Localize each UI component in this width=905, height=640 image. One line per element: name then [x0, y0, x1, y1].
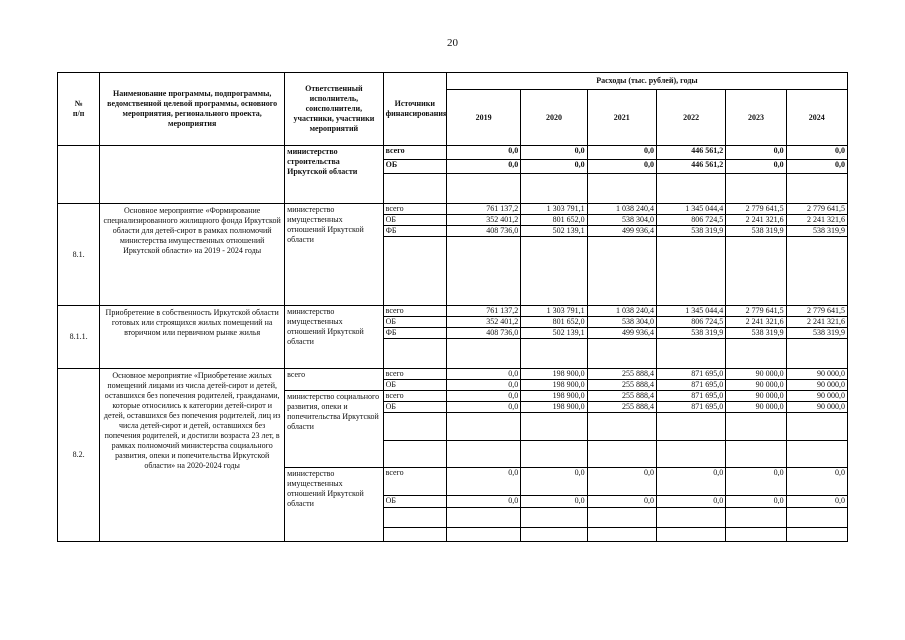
source-cell: всего [383, 468, 446, 496]
table-row [58, 204, 848, 215]
year-2024: 2024 [786, 90, 847, 146]
source-cell: ФБ [383, 328, 446, 339]
value-cell: 0,0 [446, 391, 520, 402]
value-cell: 806 724,5 [656, 317, 725, 328]
value-cell: 538 319,9 [726, 328, 786, 339]
value-cell: 0,0 [726, 146, 786, 160]
value-cell: 0,0 [726, 160, 786, 174]
value-cell: 446 561,2 [656, 160, 725, 174]
responsible-cell: министерство имущественных отношений Иркутской области [285, 204, 383, 306]
header-expenses: Расходы (тыс. рублей), годы [446, 73, 847, 90]
year-2020: 2020 [521, 90, 587, 146]
value-cell: 0,0 [446, 380, 520, 391]
value-cell: 255 888,4 [587, 369, 656, 380]
value-cell: 198 900,0 [521, 380, 587, 391]
table-row [58, 146, 848, 160]
value-cell: 871 695,0 [656, 369, 725, 380]
value-cell: 0,0 [521, 146, 587, 160]
value-cell: 806 724,5 [656, 215, 725, 226]
value-cell: 0,0 [656, 468, 725, 496]
value-cell: 255 888,4 [587, 402, 656, 413]
value-cell: 871 695,0 [656, 380, 725, 391]
responsible-cell: министерство имущественных отношений Иркутской области [285, 306, 383, 369]
value-cell: 0,0 [786, 160, 847, 174]
table-row [58, 306, 848, 317]
value-cell: 538 319,9 [786, 328, 847, 339]
year-2019: 2019 [446, 90, 520, 146]
value-cell: 801 652,0 [521, 215, 587, 226]
value-cell: 352 401,2 [446, 215, 520, 226]
value-cell: 1 345 044,4 [656, 204, 725, 215]
value-cell: 2 241 321,6 [786, 215, 847, 226]
value-cell: 2 779 641,5 [726, 306, 786, 317]
value-cell: 90 000,0 [786, 402, 847, 413]
source-cell: ОБ [383, 380, 446, 391]
year-2021: 2021 [587, 90, 656, 146]
responsible-cell: министерство имущественных отношений Иркутской области [285, 468, 383, 542]
row-number: 8.1.1. [58, 306, 100, 369]
value-cell: 0,0 [786, 496, 847, 508]
value-cell: 0,0 [587, 146, 656, 160]
value-cell: 90 000,0 [726, 380, 786, 391]
value-cell: 0,0 [446, 160, 520, 174]
value-cell: 90 000,0 [786, 380, 847, 391]
value-cell: 2 241 321,6 [786, 317, 847, 328]
value-cell: 90 000,0 [786, 369, 847, 380]
value-cell: 1 345 044,4 [656, 306, 725, 317]
value-cell: 2 779 641,5 [786, 204, 847, 215]
value-cell: 502 139,1 [521, 328, 587, 339]
header-sources: Источники финансирования [383, 73, 446, 146]
value-cell: 1 303 791,1 [521, 306, 587, 317]
value-cell: 0,0 [726, 496, 786, 508]
measure-name: Основное мероприятие «Приобретение жилых помещений лицами из числа детей-сирот и детей, оставшихся без попечения родителей, гражданами, которые относились к категории детей-сирот и детей, оставшихся без попечения родителей, лиц из числа детей-сирот и детей, оставшихся без попечения родителей, и достигли возраста 23 лет, в рамках полномочий министерства социального развития, опеки и попечительства Иркутской области» на 2020-2024 годы [100, 369, 285, 542]
value-cell: 0,0 [521, 468, 587, 496]
value-cell: 0,0 [587, 468, 656, 496]
source-cell: всего [383, 204, 446, 215]
value-cell: 2 779 641,5 [786, 306, 847, 317]
header-name: Наименование программы, подпрограммы, ведомственной целевой программы, основного мероприятия, регионального проекта, мероприятия [100, 73, 285, 146]
value-cell: 352 401,2 [446, 317, 520, 328]
row-number: 8.1. [58, 204, 100, 306]
budget-table [57, 72, 848, 542]
source-cell: всего [383, 146, 446, 160]
table-row [58, 369, 848, 380]
value-cell: 761 137,2 [446, 204, 520, 215]
value-cell: 408 736,0 [446, 328, 520, 339]
value-cell: 0,0 [521, 496, 587, 508]
header-no: № п/п [58, 73, 100, 146]
source-cell: всего [383, 306, 446, 317]
value-cell: 446 561,2 [656, 146, 725, 160]
value-cell: 0,0 [786, 146, 847, 160]
year-2023: 2023 [726, 90, 786, 146]
source-cell: всего [383, 391, 446, 402]
value-cell: 255 888,4 [587, 380, 656, 391]
value-cell: 1 303 791,1 [521, 204, 587, 215]
responsible-cell: всего [285, 369, 383, 391]
page-number: 20 [447, 37, 458, 49]
header-responsible: Ответственный исполнитель, соисполнители, участники, участники мероприятий [285, 73, 383, 146]
value-cell: 0,0 [656, 496, 725, 508]
source-cell: ОБ [383, 496, 446, 508]
value-cell: 408 736,0 [446, 226, 520, 237]
value-cell: 90 000,0 [726, 369, 786, 380]
value-cell: 0,0 [446, 146, 520, 160]
source-cell: ОБ [383, 402, 446, 413]
value-cell: 0,0 [587, 160, 656, 174]
responsible-cell: министерство социального развития, опеки и попечительства Иркутской области [285, 391, 383, 468]
value-cell: 1 038 240,4 [587, 306, 656, 317]
value-cell: 0,0 [786, 468, 847, 496]
year-2022: 2022 [656, 90, 725, 146]
value-cell: 538 304,0 [587, 317, 656, 328]
value-cell: 0,0 [446, 468, 520, 496]
measure-name: Основное мероприятие «Формирование специализированного жилищного фонда Иркутской области для детей-сирот в рамках полномочий министерства имущественных отношений Иркутской области» на 2019 - 2024 годы [100, 204, 285, 306]
value-cell: 871 695,0 [656, 402, 725, 413]
value-cell: 0,0 [587, 496, 656, 508]
value-cell: 2 241 321,6 [726, 215, 786, 226]
value-cell: 538 319,9 [726, 226, 786, 237]
source-cell: всего [383, 369, 446, 380]
value-cell: 198 900,0 [521, 391, 587, 402]
value-cell: 499 936,4 [587, 328, 656, 339]
source-cell: ОБ [383, 317, 446, 328]
value-cell: 801 652,0 [521, 317, 587, 328]
row-number: 8.2. [58, 369, 100, 542]
responsible-cell: министерство строительства Иркутской области [285, 146, 383, 204]
value-cell: 0,0 [446, 496, 520, 508]
value-cell: 90 000,0 [786, 391, 847, 402]
value-cell: 871 695,0 [656, 391, 725, 402]
source-cell: ОБ [383, 160, 446, 174]
source-cell: ФБ [383, 226, 446, 237]
value-cell: 2 241 321,6 [726, 317, 786, 328]
value-cell: 538 319,9 [656, 328, 725, 339]
value-cell: 0,0 [521, 160, 587, 174]
value-cell: 198 900,0 [521, 369, 587, 380]
value-cell: 90 000,0 [726, 402, 786, 413]
value-cell: 761 137,2 [446, 306, 520, 317]
value-cell: 499 936,4 [587, 226, 656, 237]
value-cell: 90 000,0 [726, 391, 786, 402]
measure-name: Приобретение в собственность Иркутской области готовых или строящихся жилых помещений на вторичном или первичном рынке жилья [100, 306, 285, 369]
source-cell: ОБ [383, 215, 446, 226]
value-cell: 0,0 [446, 369, 520, 380]
value-cell: 198 900,0 [521, 402, 587, 413]
value-cell: 2 779 641,5 [726, 204, 786, 215]
value-cell: 538 319,9 [786, 226, 847, 237]
value-cell: 538 319,9 [656, 226, 725, 237]
value-cell: 1 038 240,4 [587, 204, 656, 215]
value-cell: 502 139,1 [521, 226, 587, 237]
value-cell: 0,0 [446, 402, 520, 413]
value-cell: 0,0 [726, 468, 786, 496]
value-cell: 538 304,0 [587, 215, 656, 226]
value-cell: 255 888,4 [587, 391, 656, 402]
